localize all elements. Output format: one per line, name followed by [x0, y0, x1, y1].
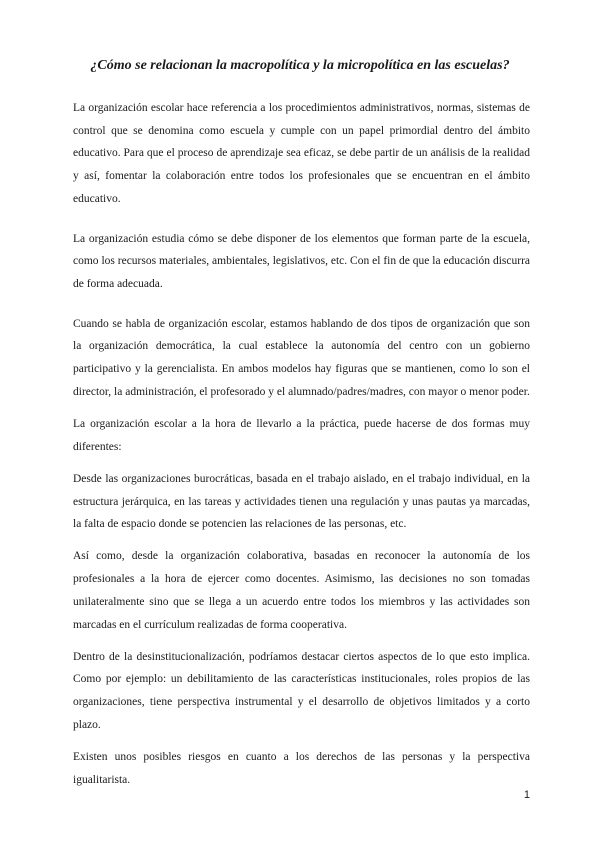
paragraph-4: La organización escolar a la hora de llevarlo a la práctica, puede hacerse de dos formas muy diferentes:: [73, 417, 530, 453]
paragraph-5: Desde las organizaciones burocráticas, basada en el trabajo aislado, en el trabajo individual, en la estructura jerárquica, en las tareas y actividades tienen una regulación y unas pautas ya marcadas, la falta de espacio donde se potencien las relaciones de las personas, etc.: [73, 472, 530, 531]
paragraph-7: Dentro de la desinstitucionalización, podríamos destacar ciertos aspectos de lo que esto implica. Como por ejemplo: un debilitamiento de las características institucionales, roles propios de las organizaciones, tiene perspectiva instrumental y el desarrollo de objetivos limitados y a corto plazo.: [73, 650, 530, 731]
document-title: ¿Cómo se relacionan la macropolítica y la micropolítica en las escuelas?: [90, 58, 510, 73]
page-number: 1: [523, 789, 530, 801]
paragraph-8: Existen unos posibles riesgos en cuanto a los derechos de las personas y la perspectiva igualitarista.: [73, 751, 530, 786]
paragraph-1: La organización escolar hace referencia a los procedimientos administrativos, normas, sistemas de control que se denomina como escuela y cumple con un papel primordial dentro del ámbito educativo. Para que el proceso de aprendizaje sea eficaz, se debe partir de un análisis de la realidad y así, fomentar la colaboración entre todos los profesionales que se encuentran en el ámbito educativo.: [73, 102, 530, 205]
paragraph-6: Así como, desde la organización colaborativa, basadas en reconocer la autonomía de los profesionales a la hora de ejercer como docentes. Asimismo, las decisiones no son tomadas unilateralmente sino que se llega a un acuerdo entre todos los miembros y las actividades son marcadas en el currículum realizadas de forma cooperativa.: [73, 550, 530, 631]
paragraph-2: La organización estudia cómo se debe disponer de los elementos que forman parte de la escuela, como los recursos materiales, ambientales, legislativos, etc. Con el fin de que la educación discurra de forma adecuada.: [73, 232, 530, 290]
document-body: [73, 97, 530, 791]
paragraph-3: Cuando se habla de organización escolar, estamos hablando de dos tipos de organización que son la organización democrática, la cual establece la autonomía del centro con un gobierno participativo y la gerencialista. En ambos modelos hay figuras que se mantienen, como lo son el director, la administración, el profesorado y el alumnado/padres/madres, con mayor o menor poder.: [73, 317, 530, 398]
